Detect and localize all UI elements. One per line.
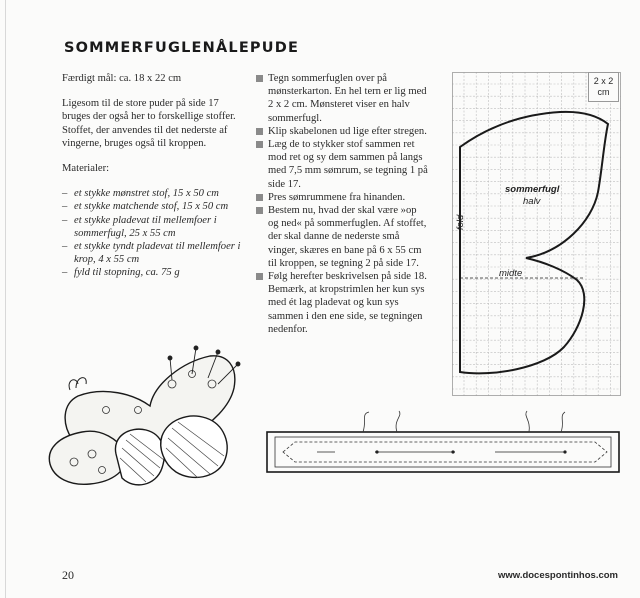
pattern-label-middle: midte — [499, 268, 523, 279]
materials-item: – et stykke matchende stof, 15 x 50 cm — [62, 200, 242, 213]
scale-unit: cm — [597, 87, 610, 97]
step-item: Tegn sommerfuglen over på mønsterkarton. En hel tern er lig med 2 x 2 cm. Mønsteret viser en halv sommerfugl. — [256, 72, 428, 125]
materials-title: Materialer: — [62, 163, 110, 175]
instructions-column — [256, 72, 428, 336]
step-item: Følg herefter beskrivelsen på side 18. Bemærk, at kropstrimlen her kun sys med ét lag pladevat og kun sys sammen i den ene side, se tegningen nedenfor. — [256, 270, 428, 336]
step-item: Klip skabelonen ud lige efter stregen. — [256, 125, 428, 138]
page-title: SOMMERFUGLENÅLEPUDE — [64, 40, 300, 56]
pattern-label-sub: halv — [523, 196, 541, 207]
materials-list — [62, 187, 242, 279]
intro-text: Ligesom til de store puder på side 17 bruges der også her to forskellige stoffer. Stoffet, der anvendes til det nederste af vingerne, bruges også til kroppen. — [62, 98, 236, 149]
materials-item: – et stykke tyndt pladevat til mellemfoer i krop, 4 x 55 cm — [62, 240, 242, 266]
pattern-label-fold: fold — [455, 214, 466, 230]
website-url: www.docespontinhos.com — [498, 570, 618, 581]
materials-item: – fyld til stopning, ca. 75 g — [62, 266, 242, 279]
scale-badge — [588, 72, 619, 102]
pincushion-illustration — [42, 344, 252, 504]
scale-line: 2 x 2 — [593, 76, 614, 86]
materials-item: – et stykke mønstret stof, 15 x 50 cm — [62, 187, 242, 200]
left-column — [62, 72, 242, 280]
materials-item: – et stykke pladevat til mellemfoer i sommerfugl, 25 x 55 cm — [62, 214, 242, 240]
step-item: Læg de to stykker stof sammen ret mod ret og sy dem sammen på langs med 7,5 mm sømrum, se tegning 1 på side 17. — [256, 138, 428, 191]
pattern-grid — [452, 72, 622, 396]
step-item: Pres sømrummene fra hinanden. — [256, 191, 428, 204]
finished-size: Færdigt mål: ca. 18 x 22 cm — [62, 73, 182, 84]
step-item: Bestem nu, hvad der skal være »op og ned« på sommerfuglen. Af stoffet, der skal danne de nederste små vinger, skæres en bane på 6 x 55 cm til kroppen, se tegning 2 på side 17. — [256, 204, 428, 270]
body-strip-drawing — [265, 410, 623, 482]
steps-list — [256, 72, 428, 336]
page-edge — [5, 0, 6, 598]
page-number: 20 — [62, 568, 74, 582]
pattern-label-main: sommerfugl — [505, 184, 560, 195]
